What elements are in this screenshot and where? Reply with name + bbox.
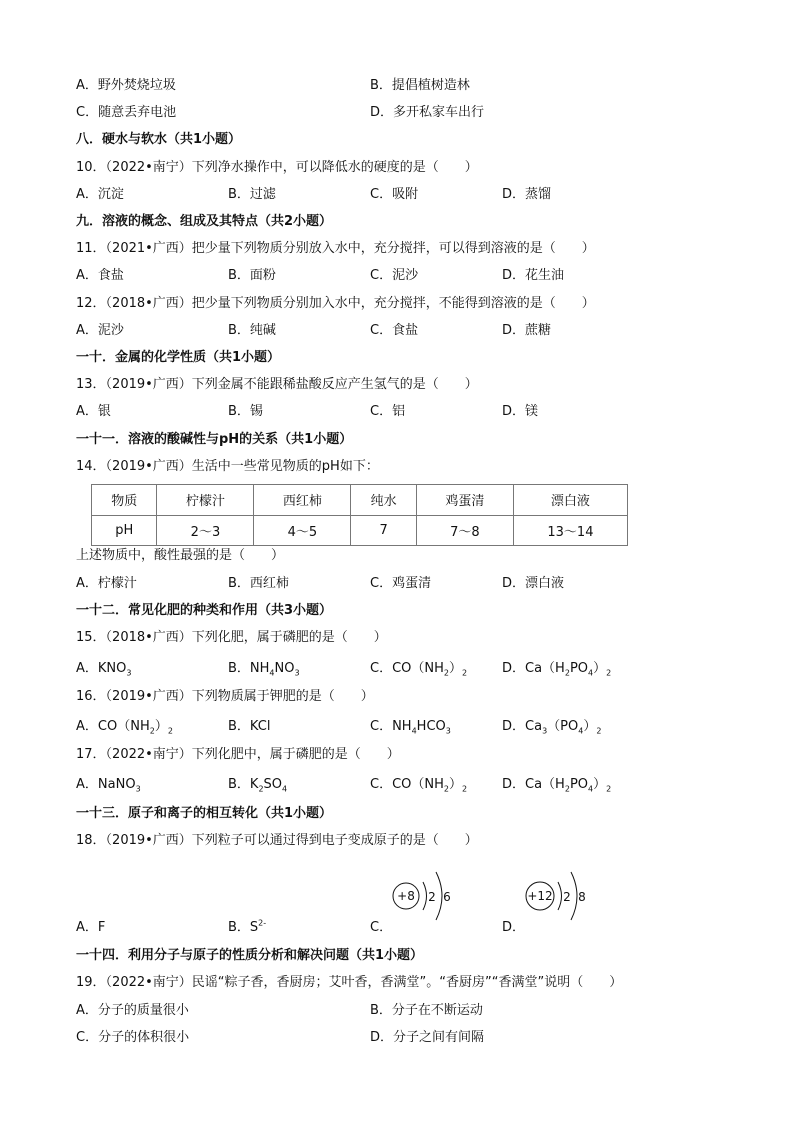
table-cell: 鸡蛋清 — [416, 485, 513, 516]
section-heading: 九．溶液的概念、组成及其特点（共2小题） — [76, 214, 333, 229]
table-cell: 7～8 — [416, 515, 513, 546]
table-cell: 西红柿 — [254, 485, 351, 516]
section-heading: 一十．金属的化学性质（共1小题） — [76, 350, 281, 365]
option-c: C．分子的体积很小 — [76, 1030, 190, 1045]
option-c: C．吸附 — [370, 187, 419, 202]
option-b: B．提倡植树造林 — [370, 78, 470, 93]
section-heading: 八．硬水与软水（共1小题） — [76, 132, 242, 147]
option-a: A．沉淀 — [76, 187, 124, 202]
option-c: C．鸡蛋清 — [370, 576, 432, 591]
table-row — [92, 515, 628, 546]
question-stem: 17．（2022•南宁）下列化肥中，属于磷肥的是（ ） — [76, 747, 400, 762]
option-d: D．分子之间有间隔 — [370, 1030, 485, 1045]
option-a: A．银 — [76, 404, 111, 419]
section-heading: 一十一．溶液的酸碱性与pH的关系（共1小题） — [76, 432, 353, 447]
table-cell: 柠檬汁 — [157, 485, 254, 516]
option-d: D．漂白液 — [502, 576, 565, 591]
option-b: B．西红柿 — [228, 576, 289, 591]
option-b: B．锡 — [228, 404, 263, 419]
question-stem: 15．（2018•广西）下列化肥，属于磷肥的是（ ） — [76, 630, 387, 645]
section-heading: 一十二．常见化肥的种类和作用（共3小题） — [76, 603, 333, 618]
question-stem: 13．（2019•广西）下列金属不能跟稀盐酸反应产生氢气的是（ ） — [76, 377, 478, 392]
option-d: D．$Ca(H_2PO_4)_2$ — [502, 777, 612, 794]
option-b: B．纯碱 — [228, 323, 276, 338]
atom-structure-diagram-c — [390, 860, 460, 932]
option-d: D．$Ca(H_2PO_4)_2$ — [502, 661, 612, 678]
table-cell: 纯水 — [351, 485, 416, 516]
question-stem: 18．（2019•广西）下列粒子可以通过得到电子变成原子的是（ ） — [76, 833, 478, 848]
section-heading: 一十三．原子和离子的相互转化（共1小题） — [76, 806, 333, 821]
option-a: A．泥沙 — [76, 323, 124, 338]
table-cell: 2～3 — [157, 515, 254, 546]
option-a: A．分子的质量很小 — [76, 1003, 189, 1018]
question-stem: 19．（2022•南宁）民谣“粽子香，香厨房；艾叶香，香满堂”。“香厨房”“香满堂”说明（ ） — [76, 975, 623, 990]
option-d: D．$Ca_3(PO_4)_2$ — [502, 719, 602, 736]
electron-shell — [571, 872, 577, 920]
electron-count: 2 — [563, 890, 571, 904]
option-d: D．蔗糖 — [502, 323, 552, 338]
question-stem: 12．（2018•广西）把少量下列物质分别加入水中，充分搅拌，不能得到溶液的是（ ） — [76, 296, 595, 311]
option-b: B．面粉 — [228, 268, 276, 283]
question-stem: 11．（2021•广西）把少量下列物质分别放入水中，充分搅拌，可以得到溶液的是（ ） — [76, 241, 595, 256]
option-a: A．$CO(NH_2)_2$ — [76, 719, 173, 736]
question-stem: 14．（2019•广西）生活中一些常见物质的pH如下： — [76, 459, 379, 474]
question-stem: 10．（2022•南宁）下列净水操作中，可以降低水的硬度的是（ ） — [76, 160, 478, 175]
option-d: D．花生油 — [502, 268, 565, 283]
nucleus-charge: +8 — [397, 889, 415, 903]
option-c: C．食盐 — [370, 323, 419, 338]
option-a: A．野外焚烧垃圾 — [76, 78, 176, 93]
electron-count: 8 — [578, 890, 586, 904]
atom-structure-diagram-d — [522, 860, 596, 932]
table-row — [92, 485, 628, 516]
section-heading: 一十四．利用分子与原子的性质分析和解决问题（共1小题） — [76, 948, 424, 963]
option-c: C．$CO(NH_2)_2$ — [370, 661, 468, 678]
table-cell: 漂白液 — [513, 485, 627, 516]
option-c: C．泥沙 — [370, 268, 419, 283]
option-b: B．$S^{2-}$ — [228, 918, 267, 935]
option-b: B．$NH_4NO_3$ — [228, 661, 300, 678]
nucleus-charge: +12 — [527, 889, 553, 903]
question-stem: 16．（2019•广西）下列物质属于钾肥的是（ ） — [76, 689, 374, 704]
option-b: B．KCl — [228, 719, 271, 734]
option-d: D．镁 — [502, 404, 539, 419]
table-cell: 7 — [351, 515, 416, 546]
option-a: A．$KNO_3$ — [76, 661, 132, 678]
option-d: D． — [502, 920, 526, 935]
electron-shell — [436, 872, 442, 920]
table-cell: 物质 — [92, 485, 157, 516]
electron-shell — [558, 882, 562, 910]
option-c: C．随意丢弃电池 — [76, 105, 177, 120]
table-cell: 13～14 — [513, 515, 627, 546]
option-c: C．铝 — [370, 404, 406, 419]
option-a: A．NaNO$_3$ — [76, 777, 141, 794]
electron-shell — [423, 882, 427, 910]
option-b: B．分子在不断运动 — [370, 1003, 483, 1018]
electron-count: 2 — [428, 890, 436, 904]
table-cell: 4～5 — [254, 515, 351, 546]
option-a: A．F — [76, 920, 106, 935]
option-b: B．$K_2SO_4$ — [228, 777, 288, 794]
option-a: A．食盐 — [76, 268, 124, 283]
option-b: B．过滤 — [228, 187, 276, 202]
table-cell: pH — [92, 515, 157, 546]
option-c: C． — [370, 920, 393, 935]
ph-table — [91, 484, 628, 546]
question-followup: 上述物质中，酸性最强的是（ ） — [76, 548, 285, 563]
option-c: C．$CO(NH_2)_2$ — [370, 777, 468, 794]
option-c: C．$NH_4HCO_3$ — [370, 719, 451, 736]
option-d: D．多开私家车出行 — [370, 105, 485, 120]
electron-count: 6 — [443, 890, 451, 904]
option-a: A．柠檬汁 — [76, 576, 137, 591]
option-d: D．蒸馏 — [502, 187, 552, 202]
